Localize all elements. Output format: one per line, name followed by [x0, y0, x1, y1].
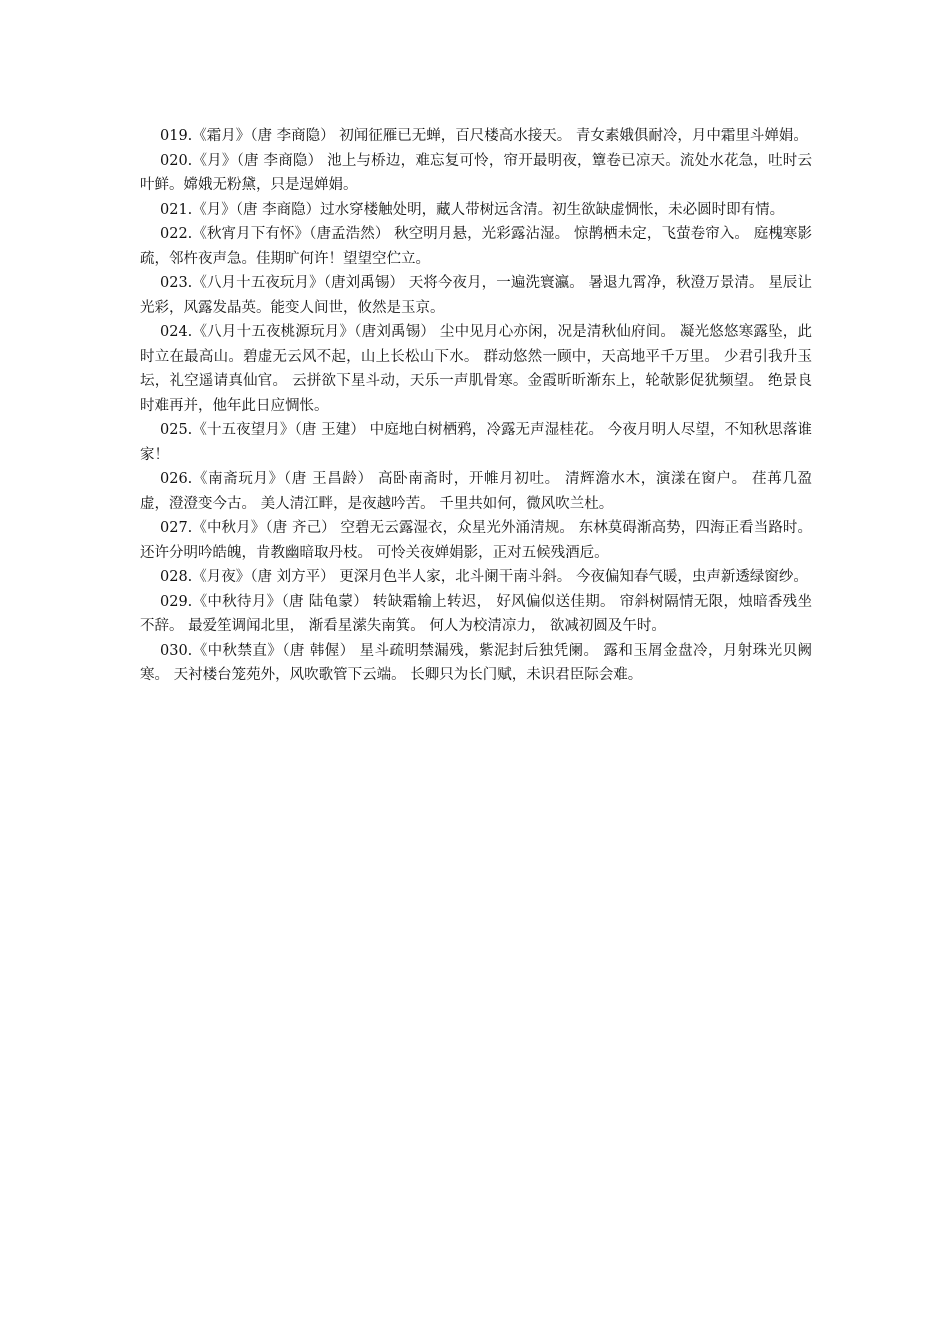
poem-paragraph: 023.《八月十五夜玩月》（唐刘禹锡） 天将今夜月，一遍洗寰瀛。 暑退九霄净，秋澄万景清。 星辰让光彩，风露发晶英。能变人间世，攸然是玉京。 — [140, 275, 812, 316]
poem-paragraph: 024.《八月十五夜桃源玩月》（唐刘禹锡） 尘中见月心亦闲，况是清秋仙府间。 凝光悠悠寒露坠，此时立在最高山。碧虚无云风不起，山上长松山下水。 群动悠然一顾中，天高地平千万里。 少君引我升玉坛，礼空遥请真仙官。 云拼欲下星斗动，天乐一声肌骨寒。金霞昕昕渐东上，轮欹影促犹频望。 绝景良时难再并，他年此日应惆怅。 — [140, 324, 812, 414]
poem-paragraph: 026.《南斋玩月》（唐 王昌龄） 高卧南斋时，开帷月初吐。 清辉澹水木，演漾在窗户。 荏苒几盈虚，澄澄变今古。 美人清江畔，是夜越吟苦。 千里共如何，微风吹兰杜。 — [140, 471, 812, 512]
poem-paragraph: 029.《中秋待月》（唐 陆龟蒙） 转缺霜输上转迟， 好风偏似送佳期。 帘斜树隔情无限，烛暗香残坐不辞。 最爱笙调闻北里， 渐看星潆失南箕。 何人为校清凉力， 欲减初圆及午时。 — [140, 593, 812, 634]
poem-paragraph: 020.《月》（唐 李商隐） 池上与桥边，难忘复可怜，帘开最明夜，簟卷已凉天。流处水花急，吐时云叶鲜。嫦娥无粉黛，只是逞婵娟。 — [140, 152, 812, 193]
poem-paragraph: 021.《月》（唐 李商隐）过水穿楼触处明，藏人带树远含清。初生欲缺虚惆怅，未必圆时即有情。 — [160, 201, 785, 218]
poem-paragraph: 022.《秋宵月下有怀》（唐孟浩然） 秋空明月悬，光彩露沾湿。 惊鹊栖未定，飞萤卷帘入。 庭槐寒影疏，邻杵夜声急。佳期旷何许！望望空伫立。 — [140, 226, 812, 267]
poem-paragraph: 027.《中秋月》（唐 齐己） 空碧无云露湿衣，众星光外涌清规。 东林莫碍渐高势，四海正看当路时。 还许分明吟皓魄，肯教幽暗取丹枝。 可怜关夜婵娟影，正对五候残酒卮。 — [140, 520, 812, 561]
document-body — [140, 124, 812, 688]
poem-paragraph: 030.《中秋禁直》（唐 韩偓） 星斗疏明禁漏残，紫泥封后独凭阑。 露和玉屑金盘冷，月射珠光贝阙寒。 天衬楼台笼苑外，风吹歌管下云端。 长卿只为长门赋，未识君臣际会难。 — [140, 642, 812, 683]
poem-paragraph: 019.《霜月》（唐 李商隐） 初闻征雁已无蝉，百尺楼高水接天。 青女素娥俱耐冷，月中霜里斗婵娟。 — [160, 128, 808, 144]
poem-paragraph: 025.《十五夜望月》（唐 王建） 中庭地白树栖鸦，冷露无声湿桂花。 今夜月明人尽望，不知秋思落谁家！ — [140, 422, 812, 463]
poem-paragraph: 028.《月夜》（唐 刘方平） 更深月色半人家，北斗阑干南斗斜。 今夜偏知春气暖，虫声新透绿窗纱。 — [160, 569, 808, 585]
